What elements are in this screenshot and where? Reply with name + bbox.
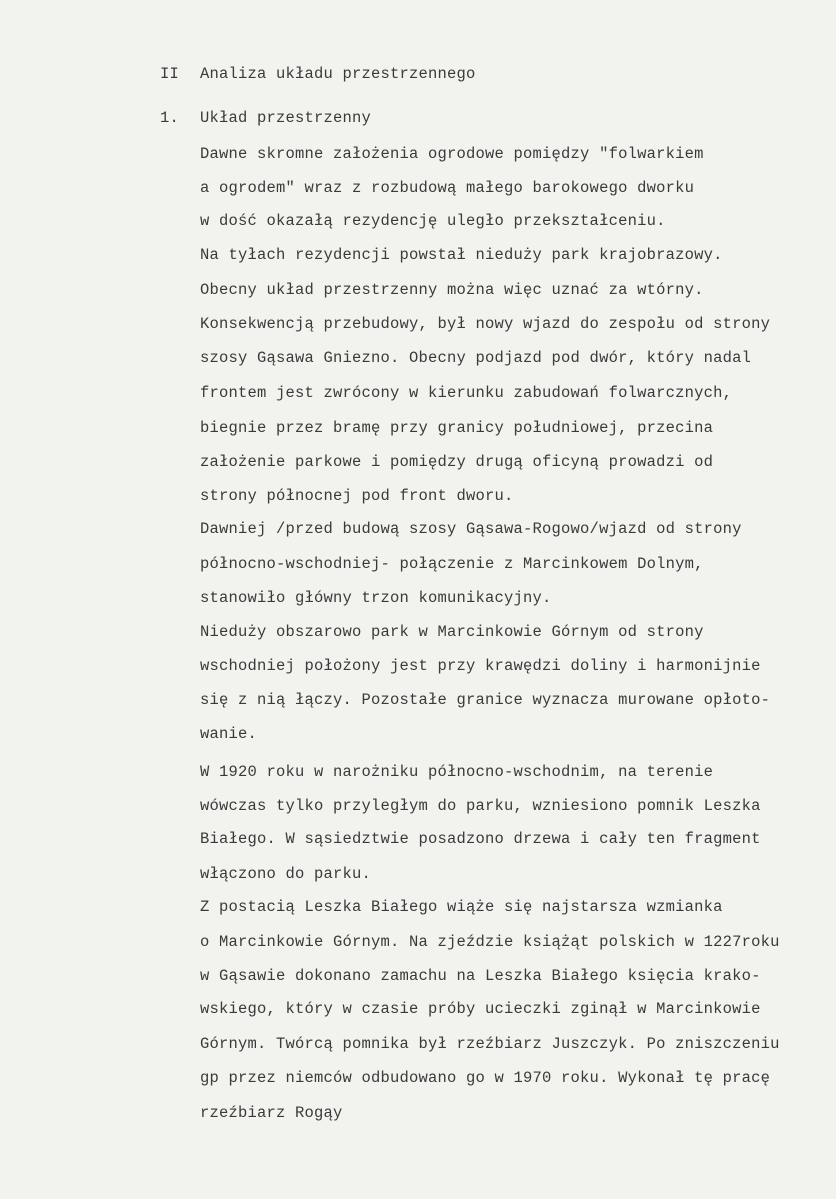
text-line: rzeźbiarz Rogąy (200, 1104, 343, 1122)
text-line: wanie. (200, 725, 258, 743)
text-line: stanowiło główny trzon komunikacyjny. (200, 589, 552, 607)
text-line: Nieduży obszarowo park w Marcinkowie Górnym od strony (200, 623, 704, 641)
subsection-title: Układ przestrzenny (200, 109, 372, 127)
text-line: Konsekwencją przebudowy, był nowy wjazd do zespołu od strony (200, 315, 771, 333)
text-line: północno-wschodniej- połączenie z Marcinkowem Dolnym, (200, 555, 704, 573)
section-title: Analiza układu przestrzennego (200, 65, 476, 83)
text-line: Dawniej /przed budową szosy Gąsawa-Rogowo/wjazd od strony (200, 520, 742, 538)
text-line: Obecny układ przestrzenny można więc uznać za wtórny. (200, 281, 704, 299)
text-line: Białego. W sąsiedztwie posadzono drzewa i cały ten fragment (200, 830, 761, 848)
text-line: o Marcinkowie Górnym. Na zjeździe książąt polskich w 1227roku (200, 933, 780, 951)
text-line: szosy Gąsawa Gniezno. Obecny podjazd pod dwór, który nadal (200, 349, 752, 367)
subsection-number: 1. (160, 109, 180, 127)
text-line: się z nią łączy. Pozostałe granice wyznacza murowane opłoto- (200, 691, 771, 709)
text-line: wskiego, który w czasie próby ucieczki zginął w Marcinkowie (200, 1000, 761, 1018)
text-line: w dość okazałą rezydencję uległo przekształceniu. (200, 212, 666, 230)
text-line: W 1920 roku w narożniku północno-wschodnim, na terenie (200, 763, 714, 781)
text-line: włączono do parku. (200, 865, 372, 883)
text-line: frontem jest zwrócony w kierunku zabudowań folwarcznych, (200, 384, 733, 402)
text-line: biegnie przez bramę przy granicy południowej, przecina (200, 419, 714, 437)
text-line: Z postacią Leszka Białego wiąże się najstarsza wzmianka (200, 898, 723, 916)
text-line: Na tyłach rezydencji powstał nieduży park krajobrazowy. (200, 246, 723, 264)
text-line: strony północnej pod front dworu. (200, 487, 514, 505)
text-line: a ogrodem" wraz z rozbudową małego barokowego dworku (200, 179, 695, 197)
text-line: Górnym. Twórcą pomnika był rzeźbiarz Juszczyk. Po zniszczeniu (200, 1035, 780, 1053)
text-line: wschodniej położony jest przy krawędzi doliny i harmonijnie (200, 657, 761, 675)
section-number: II (160, 65, 180, 83)
text-line: Dawne skromne założenia ogrodowe pomiędzy "folwarkiem (200, 145, 704, 163)
text-line: wówczas tylko przyległym do parku, wzniesiono pomnik Leszka (200, 797, 761, 815)
text-line: gp przez niemców odbudowano go w 1970 roku. Wykonał tę pracę (200, 1069, 771, 1087)
text-line: w Gąsawie dokonano zamachu na Leszka Białego księcia krako- (200, 967, 761, 985)
text-line: założenie parkowe i pomiędzy drugą oficyną prowadzi od (200, 453, 714, 471)
